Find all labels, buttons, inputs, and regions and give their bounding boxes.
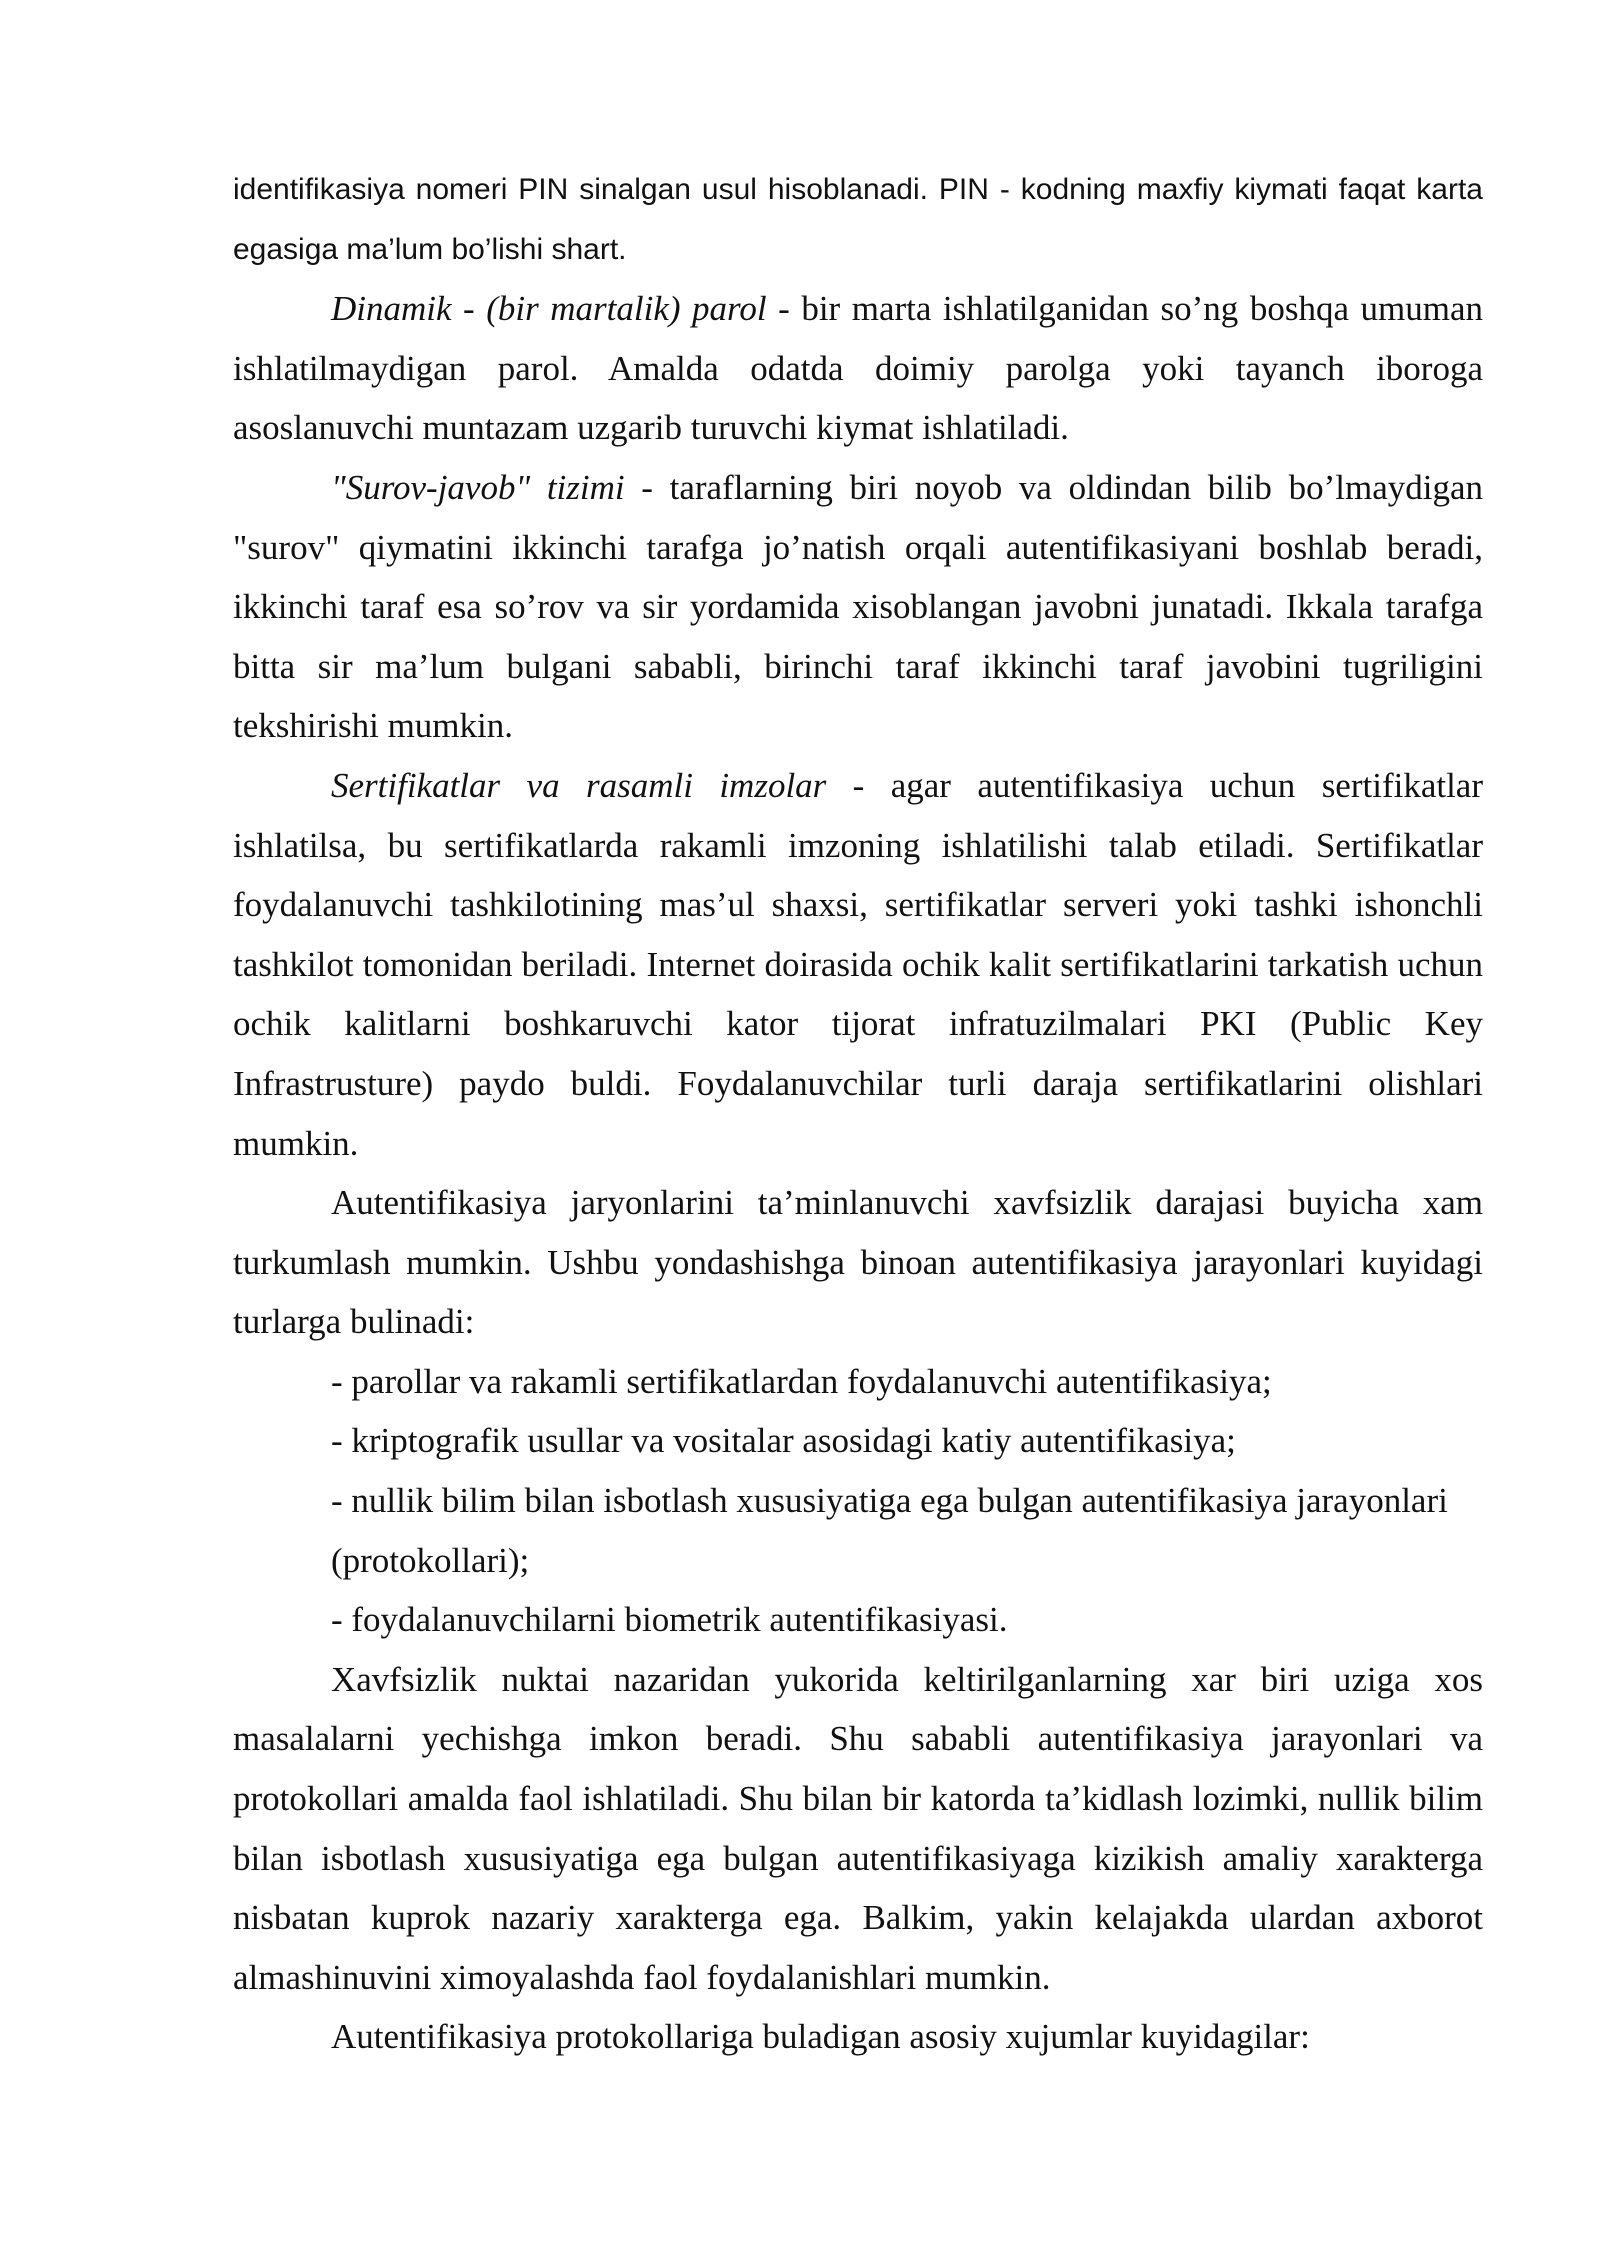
list-item: - nullik bilim bilan isbotlash xususiyatiga ega bulgan autentifikasiya jarayonlari (protokollari);: [331, 1481, 1448, 1580]
authentication-types-list: [233, 1352, 1483, 1650]
paragraph-challenge-response: [233, 458, 1483, 756]
paragraph-pin: identifikasiya nomeri PIN sinalgan usul hisoblanadi. PIN - kodning maxfiy kiymati faqat karta egasiga ma’lum bo’lishi shart.: [233, 173, 1483, 266]
paragraph-classification: Autentifikasiya jaryonlarini ta’minlanuvchi xavfsizlik darajasi buyicha xam turkumlash mumkin. Ushbu yondashishga binoan autentifikasiya jarayonlari kuyidagi turlarga bulinadi:: [233, 1183, 1483, 1342]
term-challenge-response: "Surov-javob" tizimi: [331, 467, 625, 507]
paragraph-attacks-intro: Autentifikasiya protokollariga buladigan asosiy xujumlar kuyidagilar:: [331, 2017, 1310, 2057]
definition-challenge-response: - taraflarning biri noyob va oldindan bilib bo’lmaydigan "surov" qiymatini ikkinchi tarafga jo’natish orqali autentifikasiyani boshlab beradi, ikkinchi taraf esa so’rov va sir yordamida xisoblangan javobni junatadi. Ikkala tarafga bitta sir ma’lum bulgani sababli, birinchi taraf ikkinchi taraf javobini tugriligini tekshirishi mumkin.: [233, 467, 1483, 746]
document-body: [233, 160, 1483, 2067]
list-item: - kriptografik usullar va vositalar asosidagi katiy autentifikasiya;: [331, 1421, 1236, 1461]
definition-dynamic-password: - bir marta ishlatilganidan so’ng boshqa umuman ishlatilmaydigan parol. Amalda odatda doimiy parolga yoki tayanch iboroga asoslanuvchi muntazam uzgarib turuvchi kiymat ishlatiladi.: [233, 289, 1483, 448]
paragraph-dynamic-password: [233, 279, 1483, 458]
term-certificates: Sertifikatlar va rasamli imzolar: [331, 765, 827, 805]
paragraph-certificates: [233, 756, 1483, 1173]
paragraph-security-view: Xavfsizlik nuktai nazaridan yukorida keltirilganlarning xar biri uziga xos masalalarni yechishga imkon beradi. Shu sababli autentifikasiya jarayonlari va protokollari amalda faol ishlatiladi. Shu bilan bir katorda ta’kidlash lozimki, nullik bilim bilan isbotlash xususiyatiga ega bulgan autentifikasiyaga kizikish amaliy xarakterga nisbatan kuprok nazariy xarakterga ega. Balkim, yakin kelajakda ulardan axborot almashinuvini ximoyalashda faol foydalanishlari mumkin.: [233, 1659, 1483, 1997]
list-item: - parollar va rakamli sertifikatlardan foydalanuvchi autentifikasiya;: [331, 1361, 1272, 1401]
list-item: - foydalanuvchilarni biometrik autentifikasiyasi.: [331, 1600, 1008, 1640]
definition-certificates: - agar autentifikasiya uchun sertifikatlar ishlatilsa, bu sertifikatlarda rakamli imzoning ishlatilishi talab etiladi. Sertifikatlar foydalanuvchi tashkilotining mas’ul shaxsi, sertifikatlar serveri yoki tashki ishonchli tashkilot tomonidan beriladi. Internet doirasida ochik kalit sertifikatlarini tarkatish uchun ochik kalitlarni boshkaruvchi kator tijorat infratuzilmalari PKI (Public Key Infrastrusture) paydo buldi. Foydalanuvchilar turli daraja sertifikatlarini olishlari mumkin.: [233, 765, 1484, 1163]
term-dynamic-password: Dinamik - (bir martalik) parol: [331, 289, 767, 329]
